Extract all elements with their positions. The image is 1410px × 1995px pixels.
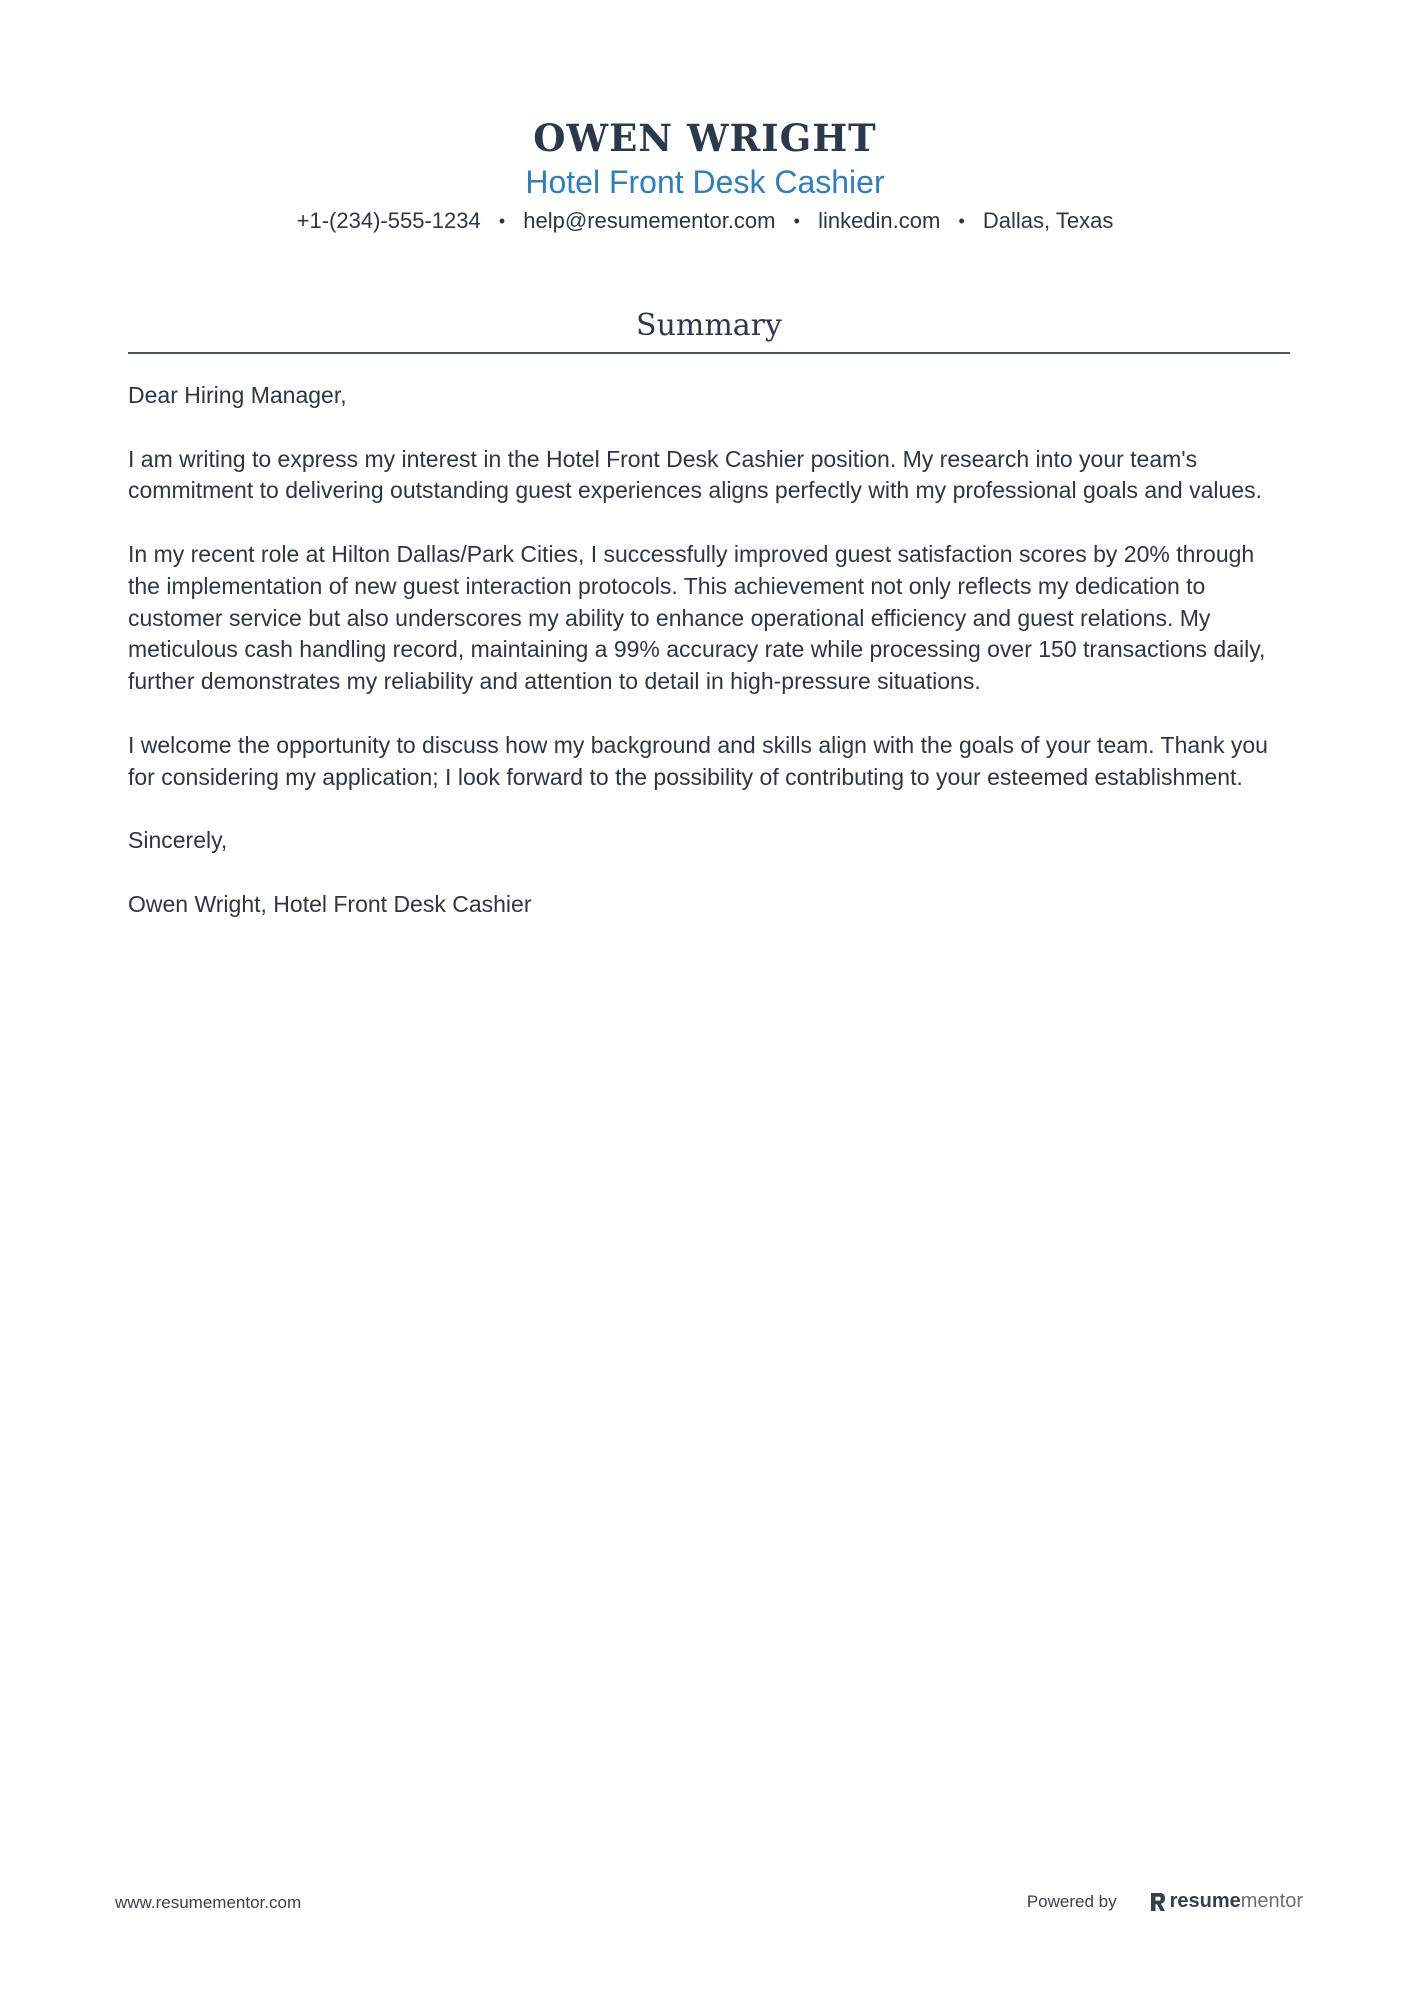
letter-body (128, 380, 1290, 952)
applicant-name: OWEN WRIGHT (533, 116, 877, 160)
letter-paragraph: I welcome the opportunity to discuss how my background and skills align with the goals of your team. Thank you for considering my application; I look forward to the possibility of contributing to your esteemed establishment. (128, 731, 1268, 790)
letter-salutation: Dear Hiring Manager, (128, 382, 347, 408)
section-divider (128, 352, 1290, 354)
brand-logo (1149, 1890, 1303, 1913)
contact-separator: • (958, 211, 965, 231)
contact-line (0, 206, 1410, 237)
section-heading-summary: Summary (636, 308, 782, 343)
letter-closing: Sincerely, (128, 827, 228, 854)
brand-name-bold: resume (1169, 1890, 1241, 1912)
contact-email: help@resumementor.com (523, 208, 776, 233)
footer-branding (1027, 1890, 1303, 1913)
contact-separator: • (793, 211, 800, 231)
powered-by-label: Powered by (1026, 1891, 1117, 1911)
letter-signature: Owen Wright, Hotel Front Desk Cashier (128, 890, 532, 917)
letter-paragraph: I am writing to express my interest in the Hotel Front Desk Cashier position. My research into your team's commitment to delivering outstanding guest experiences aligns perfectly with my professional goals and values. (128, 445, 1262, 504)
letter-paragraph: In my recent role at Hilton Dallas/Park Cities, I successfully improved guest satisfaction scores by 20% through the implementation of new guest interaction protocols. This achievement not only reflects my dedication to customer service but also underscores my ability to enhance operational efficiency and guest relations. My meticulous cash handling record, maintaining a 99% accuracy rate while processing over 150 transactions daily, further demonstrates my reliability and attention to detail in high-pressure situations. (128, 540, 1266, 695)
contact-location: Dallas, Texas (982, 208, 1114, 233)
contact-linkedin: linkedin.com (818, 208, 941, 233)
footer-website: www.resumementor.com (115, 1893, 302, 1912)
contact-phone: +1-(234)-555-1234 (296, 208, 481, 233)
brand-name-light: mentor (1240, 1890, 1303, 1912)
applicant-job-title: Hotel Front Desk Cashier (525, 164, 885, 200)
contact-separator: • (498, 211, 506, 231)
letter-header (0, 114, 1410, 237)
resumementor-logo-icon (1149, 1891, 1167, 1913)
